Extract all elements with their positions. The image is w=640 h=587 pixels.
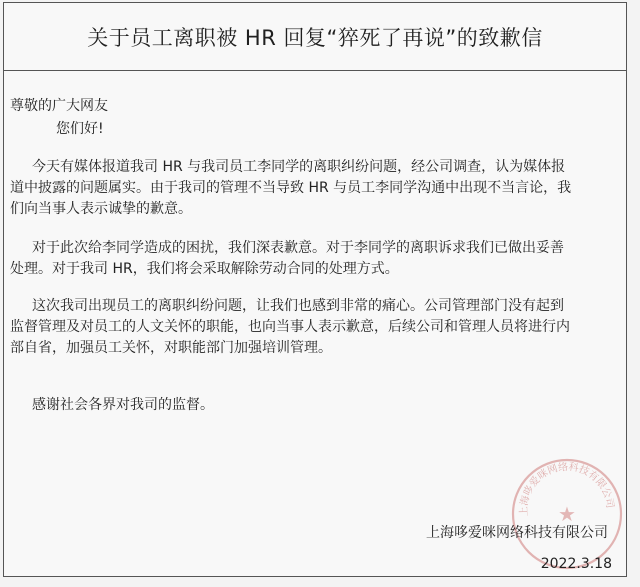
letter-date: 2022.3.18	[540, 556, 612, 572]
seal-text: 上海哆爱咪网络科技有限公司	[518, 461, 616, 517]
paragraph-3	[10, 296, 570, 359]
paragraph-line: 今天有媒体报道我司 HR 与我司员工李同学的离职纠纷问题，经公司调查，认为媒体报	[32, 159, 566, 175]
paragraph-line: 监督管理及对员工的人文关怀的职能，也向当事人表示歉意，后续公司和管理人员将进行内	[10, 319, 570, 335]
paragraph-2	[10, 238, 564, 280]
company-name: 上海哆爱咪网络科技有限公司	[426, 525, 608, 541]
paragraph-line: 处理。对于我司 HR，我们将会采取解除劳动合同的处理方式。	[10, 261, 399, 277]
paragraph-4	[10, 395, 214, 416]
greeting: 您们好!	[56, 121, 104, 137]
paragraph-line: 这次我司出现员工的离职纠纷问题，让我们也感到非常的痛心。公司管理部门没有起到	[32, 298, 564, 314]
paragraph-line: 对于此次给李同学造成的困扰，我们深表歉意。对于李同学的离职诉求我们已做出妥善	[32, 240, 564, 256]
letter-title: 关于员工离职被 HR 回复“猝死了再说”的致歉信	[87, 25, 543, 50]
salutation: 尊敬的广大网友	[10, 98, 108, 114]
svg-text:★: ★	[558, 502, 576, 526]
paragraph-line: 感谢社会各界对我司的监督。	[32, 397, 214, 413]
paragraph-line: 部自省，加强员工关怀，对职能部门加强培训管理。	[10, 340, 332, 356]
paragraph-line: 们向当事人表示诚挚的歉意。	[10, 201, 192, 217]
title-bar	[4, 3, 626, 71]
paragraph-1	[10, 157, 571, 220]
paragraph-line: 道中披露的问题属实。由于我司的管理不当导致 HR 与员工李同学沟通中出现不当言论，我	[10, 180, 572, 196]
letter-sheet	[3, 2, 627, 577]
